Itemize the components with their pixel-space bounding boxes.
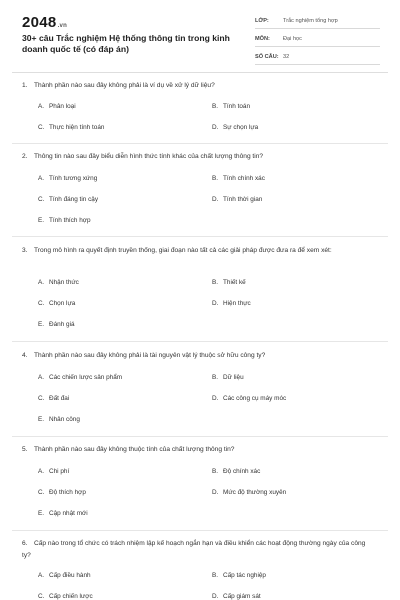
meta-value: Trắc nghiệm tổng hợp (283, 18, 338, 24)
option-text: Nhân công (49, 416, 80, 423)
option-d[interactable] (212, 593, 261, 600)
question-prompt: Thành phần nào sau đây không phải là ví dụ về xử lý dữ liệu? (34, 82, 215, 89)
question-text (22, 245, 372, 257)
option-letter: B. (212, 374, 219, 381)
meta-key: MÔN: (255, 36, 270, 42)
question-text (22, 538, 372, 562)
option-text: Độ chính xác (223, 468, 261, 475)
option-text: Dữ liệu (223, 374, 244, 381)
option-a[interactable] (38, 374, 122, 381)
option-text: Cấp giám sát (223, 593, 261, 600)
option-text: Các chiến lược sản phẩm (49, 374, 123, 381)
question-divider (12, 436, 388, 437)
option-c[interactable] (38, 395, 69, 402)
question-number: 6. (22, 540, 28, 547)
option-text: Cấp chiến lược (49, 593, 93, 600)
option-c[interactable] (38, 593, 93, 600)
option-e[interactable] (38, 416, 80, 423)
option-text: Thực hiện tính toán (49, 124, 105, 131)
option-a[interactable] (38, 103, 76, 110)
option-letter: B. (212, 572, 219, 579)
option-letter: A. (38, 468, 45, 475)
option-letter: D. (212, 593, 219, 600)
meta-key: SỐ CÂU: (255, 54, 279, 60)
option-letter: C. (38, 489, 45, 496)
option-text: Đánh giá (49, 321, 75, 328)
question-text (22, 350, 372, 362)
option-c[interactable] (38, 489, 86, 496)
option-text: Cấp điều hành (49, 572, 91, 579)
question-text (22, 444, 372, 456)
option-b[interactable] (212, 175, 265, 182)
question-prompt: Thành phần nào sau đây không phải là tài nguyên vật lý thuộc sở hữu công ty? (34, 352, 266, 359)
option-text: Cấp tác nghiệp (223, 572, 266, 579)
option-c[interactable] (38, 124, 104, 131)
option-text: Đất đai (49, 395, 70, 402)
option-letter: C. (38, 593, 45, 600)
option-e[interactable] (38, 510, 88, 517)
question-divider (12, 341, 388, 342)
option-letter: A. (38, 374, 45, 381)
option-b[interactable] (212, 103, 250, 110)
option-text: Phân loại (49, 103, 76, 110)
option-letter: C. (38, 300, 45, 307)
option-text: Mức độ thường xuyên (223, 489, 287, 496)
logo-suffix: .vn (57, 23, 68, 29)
logo-main: 2048 (22, 14, 57, 31)
option-b[interactable] (212, 374, 244, 381)
option-letter: E. (38, 321, 45, 328)
option-a[interactable] (38, 468, 69, 475)
question-prompt: Cấp nào trong tổ chức có trách nhiệm lập kế hoạch ngắn hạn và điều khiển các hoạt động thường ngày của công ty? (22, 540, 366, 559)
question-prompt: Thành phần nào sau đây không thuộc tính của chất lượng thông tin? (34, 446, 235, 453)
option-letter: A. (38, 103, 45, 110)
option-e[interactable] (38, 321, 75, 328)
question-divider (12, 236, 388, 237)
option-d[interactable] (212, 300, 251, 307)
question-text (22, 151, 372, 163)
option-text: Độ thích hợp (49, 489, 86, 496)
option-text: Tính toán (223, 103, 251, 110)
question-number: 4. (22, 352, 28, 359)
option-text: Chọn lựa (49, 300, 76, 307)
option-b[interactable] (212, 468, 260, 475)
option-e[interactable] (38, 217, 91, 224)
option-d[interactable] (212, 196, 262, 203)
question-number: 5. (22, 446, 28, 453)
document-header (0, 0, 400, 70)
meta-value: 32 (283, 54, 290, 60)
option-a[interactable] (38, 279, 79, 286)
option-letter: E. (38, 416, 45, 423)
option-text: Nhận thức (49, 279, 79, 286)
option-letter: A. (38, 175, 45, 182)
option-text: Tính tương xứng (49, 175, 98, 182)
meta-row-class (255, 14, 380, 29)
question-divider (12, 143, 388, 144)
option-letter: C. (38, 395, 45, 402)
option-a[interactable] (38, 572, 91, 579)
option-b[interactable] (212, 572, 266, 579)
option-letter: D. (212, 300, 219, 307)
option-letter: E. (38, 510, 45, 517)
meta-row-count (255, 50, 380, 65)
option-a[interactable] (38, 175, 97, 182)
option-text: Các công cụ máy móc (223, 395, 287, 402)
option-text: Tính thời gian (223, 196, 263, 203)
question-number: 2. (22, 153, 28, 160)
option-letter: A. (38, 279, 45, 286)
option-d[interactable] (212, 395, 286, 402)
option-b[interactable] (212, 279, 246, 286)
option-letter: B. (212, 279, 219, 286)
option-letter: C. (38, 196, 45, 203)
option-letter: D. (212, 196, 219, 203)
option-letter: A. (38, 572, 45, 579)
option-letter: B. (212, 103, 219, 110)
question-divider (12, 530, 388, 531)
option-text: Tính chính xác (223, 175, 265, 182)
option-text: Thiết kế (223, 279, 246, 286)
option-d[interactable] (212, 124, 258, 131)
question-number: 3. (22, 247, 28, 254)
option-text: Sự chọn lựa (223, 124, 259, 131)
option-c[interactable] (38, 300, 75, 307)
option-letter: D. (212, 124, 219, 131)
header-divider (12, 72, 388, 73)
option-text: Chi phí (49, 468, 70, 475)
meta-key: LỚP: (255, 18, 269, 24)
option-text: Tính đáng tin cậy (49, 196, 99, 203)
meta-row-subject (255, 32, 380, 47)
document-meta (255, 14, 380, 68)
option-c[interactable] (38, 196, 98, 203)
option-d[interactable] (212, 489, 286, 496)
option-letter: D. (212, 489, 219, 496)
option-letter: B. (212, 175, 219, 182)
option-letter: C. (38, 124, 45, 131)
document-title: 30+ câu Trắc nghiệm Hệ thống thông tin trong kinh doanh quốc tế (có đáp án) (22, 33, 230, 54)
meta-value: Đại học (283, 36, 302, 42)
question-text (22, 80, 372, 92)
option-text: Cập nhật mới (49, 510, 88, 517)
option-letter: E. (38, 217, 45, 224)
option-letter: B. (212, 468, 219, 475)
option-text: Tính thích hợp (49, 217, 91, 224)
option-text: Hiện thực (223, 300, 251, 307)
option-letter: D. (212, 395, 219, 402)
question-prompt: Trong mô hình ra quyết định truyền thống, giai đoạn nào tất cả các giải pháp được đưa ra để xem xét: (34, 247, 332, 254)
question-prompt: Thông tin nào sau đây biểu diễn hình thức tính khác của chất lượng thông tin? (34, 153, 264, 160)
question-number: 1. (22, 82, 28, 89)
site-logo[interactable] (22, 14, 67, 31)
